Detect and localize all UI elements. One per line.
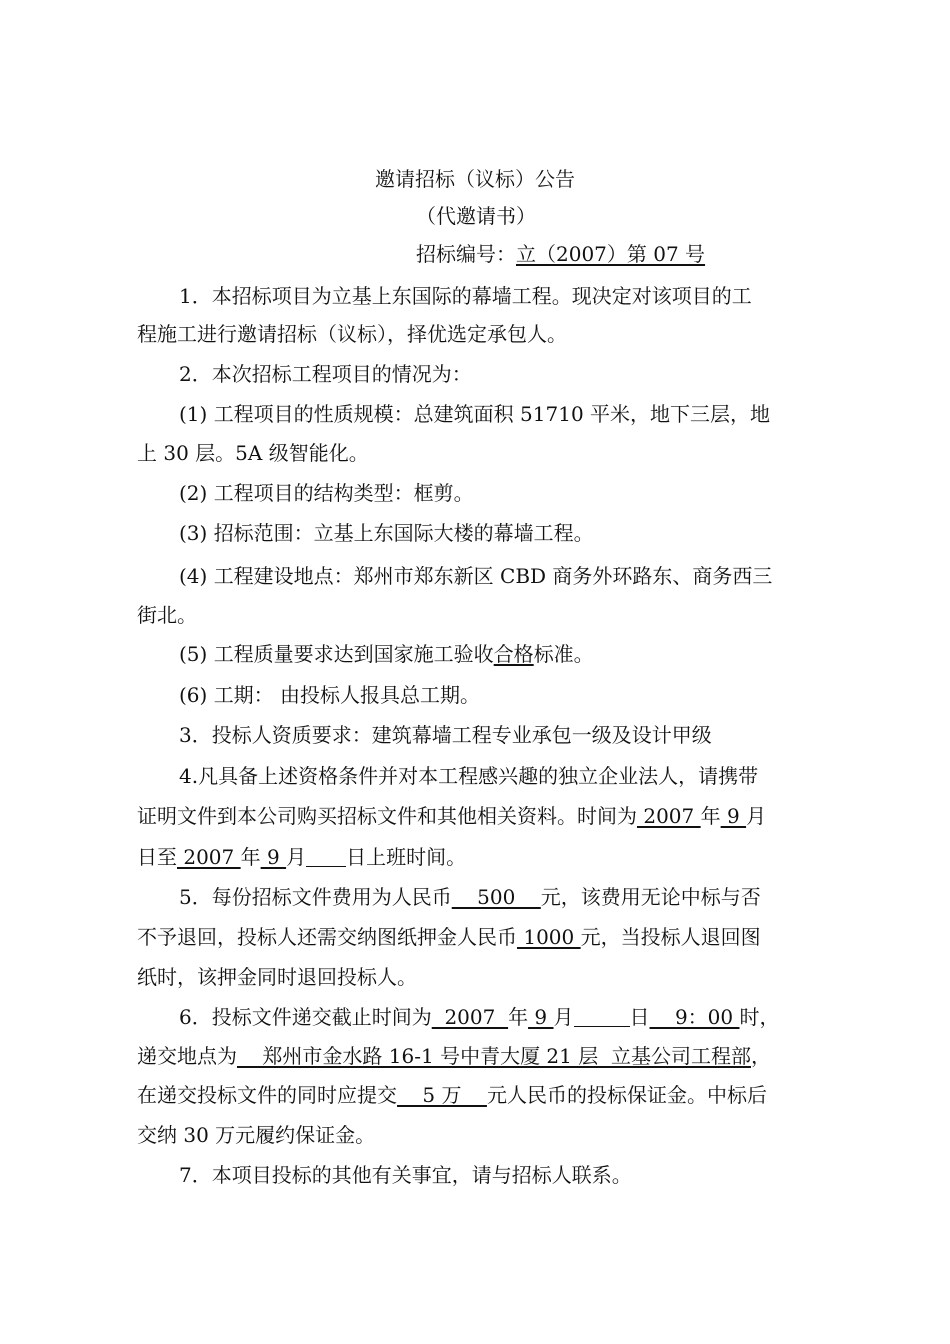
p4-start-year: 2007 bbox=[637, 804, 701, 828]
p4-end-year-unit: 年 bbox=[240, 845, 261, 869]
item-6: (6) 工期： 由投标人报具总工期。 bbox=[179, 683, 481, 707]
item-2: (2) 工程项目的结构类型：框剪。 bbox=[179, 481, 474, 505]
p4-end-month-unit: 月 bbox=[286, 845, 307, 869]
paragraph-2: 2．本次招标工程项目的情况为： bbox=[179, 362, 472, 386]
p6-day-blank bbox=[574, 1006, 630, 1027]
item-1-line-1: (1) 工程项目的性质规模：总建筑面积 51710 平米，地下三层，地 bbox=[179, 402, 771, 426]
item-5-suffix: 标准。 bbox=[533, 642, 594, 666]
p4-l3-text: 日至 bbox=[137, 845, 177, 869]
bid-number-value: 立（2007）第 07 号 bbox=[516, 242, 706, 266]
p6-place: 郑州市金水路 16-1 号中青大厦 21 层 立基公司工程部 bbox=[237, 1044, 751, 1068]
p6-l3-suffix: 元人民币的投标保证金。中标后 bbox=[486, 1083, 767, 1107]
paragraph-6-line-1 bbox=[179, 1006, 779, 1027]
item-1-line-2: 上 30 层。5A 级智能化。 bbox=[137, 441, 369, 465]
p5-l2-suffix: 元，当投标人退回图 bbox=[580, 925, 761, 949]
p6-l2-suffix: ， bbox=[750, 1044, 771, 1068]
p6-year: 2007 bbox=[431, 1005, 509, 1029]
item-5-underlined: 合格 bbox=[493, 642, 534, 666]
paragraph-5-line-1 bbox=[179, 887, 761, 907]
paragraph-4-line-1: 4.凡具备上述资格条件并对本工程感兴趣的独立企业法人，请携带 bbox=[179, 764, 759, 788]
p6-l2-text: 递交地点为 bbox=[137, 1044, 237, 1068]
item-5-text: (5) 工程质量要求达到国家施工验收 bbox=[179, 642, 494, 666]
p6-bond: 5 万 bbox=[397, 1083, 487, 1107]
p4-l2-text: 证明文件到本公司购买招标文件和其他相关资料。时间为 bbox=[137, 804, 637, 828]
p5-deposit: 1000 bbox=[517, 925, 581, 949]
p4-l3-suffix: 日上班时间。 bbox=[346, 845, 467, 869]
item-4-line-2: 街北。 bbox=[137, 603, 197, 627]
p6-l1-suffix: 时， bbox=[739, 1005, 780, 1029]
p5-fee: 500 bbox=[451, 885, 541, 909]
p6-time: 9：00 bbox=[649, 1005, 740, 1029]
paragraph-7: 7．本项目投标的其他有关事宜，请与招标人联系。 bbox=[179, 1163, 632, 1187]
p4-end-year: 2007 bbox=[177, 845, 241, 869]
paragraph-4-line-2 bbox=[137, 806, 766, 826]
p5-l1-text: 5．每份招标文件费用为人民币 bbox=[179, 885, 452, 909]
bid-number bbox=[416, 244, 705, 264]
bid-number-label: 招标编号： bbox=[416, 242, 516, 266]
document-title: 邀请招标（议标）公告 bbox=[375, 167, 575, 191]
p6-year-unit: 年 bbox=[508, 1005, 529, 1029]
p6-month: 9 bbox=[528, 1005, 554, 1029]
p4-month-unit: 月 bbox=[746, 804, 767, 828]
paragraph-6-line-4: 交纳 30 万元履约保证金。 bbox=[137, 1123, 376, 1147]
p4-start-month: 9 bbox=[720, 804, 747, 828]
p5-l1-suffix: 元，该费用无论中标与否 bbox=[540, 885, 761, 909]
paragraph-6-line-2 bbox=[137, 1046, 771, 1066]
document-subtitle: （代邀请书） bbox=[416, 204, 536, 228]
item-3: (3) 招标范围：立基上东国际大楼的幕墙工程。 bbox=[179, 521, 594, 545]
item-4-line-1: (4) 工程建设地点：郑州市郑东新区 CBD 商务外环路东、商务西三 bbox=[179, 564, 773, 588]
paragraph-5-line-3: 纸时，该押金同时退回投标人。 bbox=[137, 965, 417, 989]
p4-end-day-blank bbox=[306, 846, 346, 867]
paragraph-4-line-3 bbox=[137, 846, 466, 867]
p4-year-unit: 年 bbox=[700, 804, 721, 828]
p5-l2-text: 不予退回，投标人还需交纳图纸押金人民币 bbox=[137, 925, 517, 949]
item-5 bbox=[179, 644, 594, 664]
p6-day-unit: 日 bbox=[629, 1005, 650, 1029]
p6-l1-text: 6．投标文件递交截止时间为 bbox=[179, 1005, 432, 1029]
paragraph-5-line-2 bbox=[137, 927, 761, 947]
p6-l3-text: 在递交投标文件的同时应提交 bbox=[137, 1083, 397, 1107]
paragraph-1-line-1: 1．本招标项目为立基上东国际的幕墙工程。现决定对该项目的工 bbox=[179, 284, 752, 308]
p6-month-unit: 月 bbox=[553, 1005, 574, 1029]
paragraph-3: 3．投标人资质要求：建筑幕墙工程专业承包一级及设计甲级 bbox=[179, 723, 712, 747]
paragraph-6-line-3 bbox=[137, 1085, 767, 1105]
p4-end-month: 9 bbox=[260, 845, 287, 869]
paragraph-1-line-2: 程施工进行邀请招标（议标），择优选定承包人。 bbox=[137, 322, 567, 346]
